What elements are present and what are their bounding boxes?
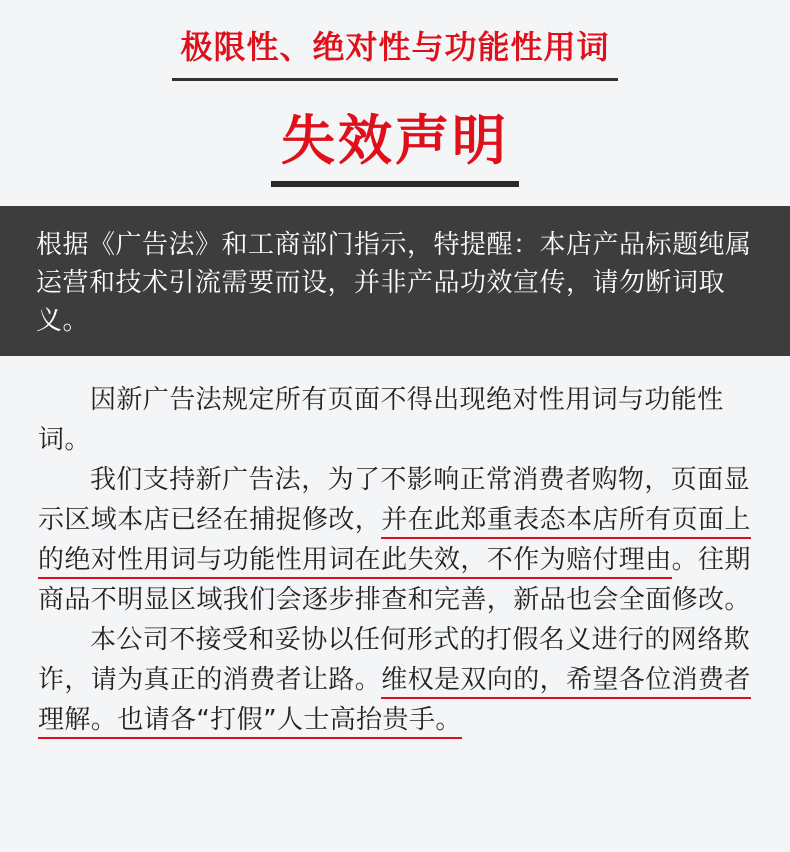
paragraph-2-intro: 我们支持新广告法，为了不影响正常消费者购物，页面显示区域本店已经在捕捉修改，: [38, 465, 751, 535]
page-title: 失效声明: [271, 98, 519, 187]
paragraph-2-outro: 。往期商品不明显区域我们会逐步排查和完善，新品也会全面修改。: [38, 545, 751, 615]
subtitle: 极限性、绝对性与功能性用词: [172, 22, 617, 81]
paragraph-1: 因新广告法规定所有页面不得出现绝对性用词与功能性词。: [38, 385, 724, 455]
paragraph-2-highlight: 并在此郑重表态本店所有页面上的绝对性用词与功能性用词在此失效，不作为赔付理由: [38, 505, 751, 579]
paragraph-3-highlight: 维权是双向的，希望各位消费者理解。也请各“打假”人士高抬贵手。: [38, 665, 751, 739]
paragraph-3: [38, 620, 756, 740]
notice-text: 根据《广告法》和工商部门指示，特提醒：本店产品标题纯属运营和技术引流需要而设，并非产品功效宣传，请勿断词取义。: [36, 230, 752, 336]
paragraph-2: [38, 460, 756, 620]
notice-banner: [0, 206, 790, 356]
paragraph-3-intro: 本公司不接受和妥协以任何形式的打假名义进行的网络欺诈，请为真正的消费者让路。: [38, 625, 751, 695]
declaration-body: [38, 380, 756, 740]
main-title-wrap: [0, 98, 790, 187]
subtitle-wrap: [0, 22, 790, 81]
